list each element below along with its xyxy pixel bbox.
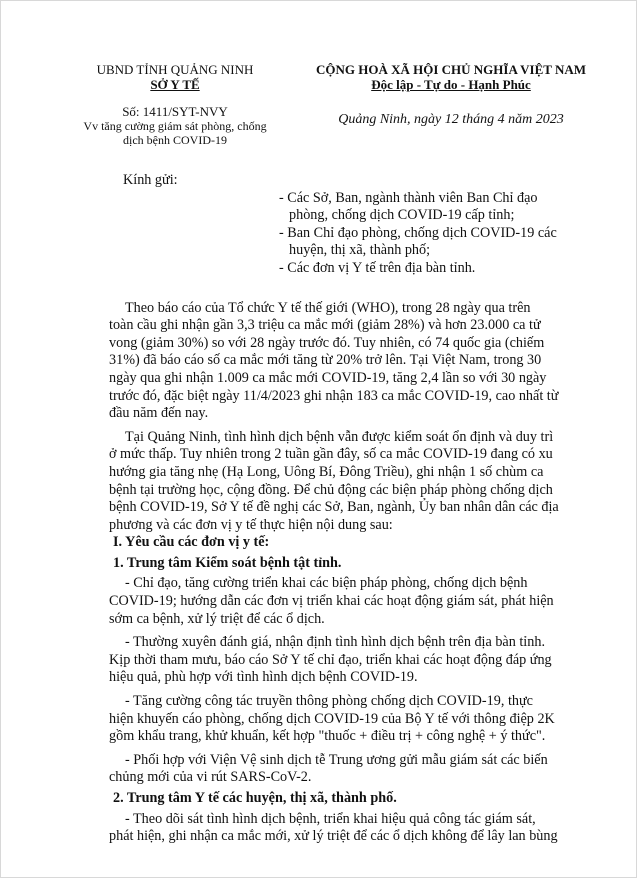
paragraph-quang-ninh	[109, 429, 593, 535]
subsection-heading: 1. Trung tâm Kiểm soát bệnh tật tỉnh.	[113, 554, 342, 571]
bullet-block	[109, 752, 593, 787]
recipient-line: huyện, thị xã, thành phố;	[289, 242, 431, 259]
text-line: vong (giảm 30%) so với 28 ngày trước đó. Tuy nhiên, có 74 quốc gia (chiếm	[109, 334, 545, 351]
bullet-block	[109, 634, 593, 687]
doc-subject-line-1: Vv tăng cường giám sát phòng, chống	[83, 119, 267, 133]
text-line: phát hiện, ghi nhận ca mắc mới, xử lý triệt để các ổ dịch không để lây lan bùng	[109, 828, 558, 845]
org-name: UBND TỈNH QUẢNG NINH	[96, 62, 254, 77]
header-left	[60, 62, 290, 147]
header-right	[296, 62, 606, 127]
text-line: Tại Quảng Ninh, tình hình dịch bệnh vẫn được kiểm soát ổn định và duy trì	[125, 428, 554, 445]
text-line: - Thường xuyên đánh giá, nhận định tình hình dịch bệnh trên địa bàn tỉnh.	[125, 634, 545, 651]
national-motto: Độc lập - Tự do - Hạnh Phúc	[371, 77, 531, 92]
bullet-block	[109, 575, 593, 628]
dept-name: SỞ Y TẾ	[150, 77, 200, 92]
text-line: hướng gia tăng nhẹ (Hạ Long, Uông Bí, Đông Triều), ghi nhận 1 số chùm ca	[109, 463, 544, 480]
text-line: - Phối hợp với Viện Vệ sinh dịch tễ Trung ương gửi mẫu giám sát các biến	[125, 751, 548, 768]
text-line: Kịp thời tham mưu, báo cáo Sở Y tế chỉ đạo, triển khai các hoạt động đáp ứng	[109, 651, 552, 668]
doc-subject-line-2: dịch bệnh COVID-19	[123, 133, 227, 147]
text-line: phương và các đơn vị y tế thực hiện nội dung sau:	[109, 516, 393, 533]
recipient-line: - Các Sở, Ban, ngành thành viên Ban Chỉ đạo	[279, 189, 538, 206]
recipient-line: - Ban Chỉ đạo phòng, chống dịch COVID-19 các	[279, 224, 557, 241]
text-line: sớm ca bệnh, xử lý triệt để các ổ dịch.	[109, 610, 325, 627]
text-line: COVID-19; hướng dẫn các đơn vị triển khai các hoạt động giám sát, phát hiện	[109, 593, 554, 610]
text-line: hiệu quả, phù hợp với tình hình dịch bệnh COVID-19.	[109, 669, 418, 686]
text-line: trước đó, đặc biệt ngày 11/4/2023 ghi nhận 183 ca mắc COVID-19, cao nhất từ	[109, 387, 559, 404]
country-name: CỘNG HOÀ XÃ HỘI CHỦ NGHĨA VIỆT NAM	[315, 62, 587, 77]
text-line: Theo báo cáo của Tổ chức Y tế thế giới (WHO), trong 28 ngày qua trên	[125, 299, 531, 316]
recipient-line: - Các đơn vị Y tế trên địa bàn tỉnh.	[279, 259, 476, 276]
paragraph-who	[109, 300, 593, 423]
doc-number: Số: 1411/SYT-NVY	[122, 104, 228, 119]
text-line: bệnh COVID-19, Sở Y tế đề nghị các Sở, Ban, ngành, Ủy ban nhân dân các địa	[109, 499, 559, 516]
subsection-heading: 2. Trung tâm Y tế các huyện, thị xã, thành phố.	[113, 790, 397, 806]
text-line: gồm khẩu trang, khử khuẩn, kết hợp "thuốc + điều trị + công nghệ + ý thức".	[109, 728, 546, 745]
text-line: ở mức thấp. Tuy nhiên trong 2 tuần gần đây, số ca mắc COVID-19 đang có xu	[109, 446, 553, 463]
text-line: - Tăng cường công tác truyền thông phòng chống dịch COVID-19, thực	[125, 693, 533, 710]
text-line: chủng mới của vi rút SARS-CoV-2.	[109, 769, 312, 786]
section-heading: I. Yêu cầu các đơn vị y tế:	[113, 534, 270, 551]
text-line: - Chỉ đạo, tăng cường triển khai các biện pháp phòng, chống dịch bệnh	[125, 575, 528, 592]
recipients	[113, 172, 593, 278]
recipients-label: Kính gửi:	[123, 172, 178, 188]
text-line: hiện khuyến cáo phòng, chống dịch COVID-19 của Bộ Y tế với thông điệp 2K	[109, 710, 555, 727]
bullet-block	[109, 693, 593, 746]
bullet-block	[109, 811, 593, 846]
text-line: đầu năm đến nay.	[109, 405, 209, 422]
text-line: - Theo dõi sát tình hình dịch bệnh, triển khai hiệu quả công tác giám sát,	[125, 810, 536, 827]
issue-date: Quảng Ninh, ngày 12 tháng 4 năm 2023	[338, 112, 564, 127]
recipient-line: phòng, chống dịch COVID-19 cấp tỉnh;	[289, 207, 515, 224]
text-line: ngày qua ghi nhận 1.009 ca mắc mới COVID-19, tăng 2,4 lần so với 30 ngày	[109, 369, 547, 386]
document-body	[109, 172, 593, 846]
text-line: 31%) đã báo cáo số ca mắc mới tăng từ 20% trở lên. Tại Việt Nam, trong 30	[109, 352, 542, 369]
text-line: toàn cầu ghi nhận gần 3,3 triệu ca mắc mới (giảm 28%) và hơn 23.000 ca tử	[109, 317, 541, 334]
text-line: bệnh tại trường học, cộng đồng. Để chủ động các biện pháp phòng chống dịch	[109, 481, 553, 498]
